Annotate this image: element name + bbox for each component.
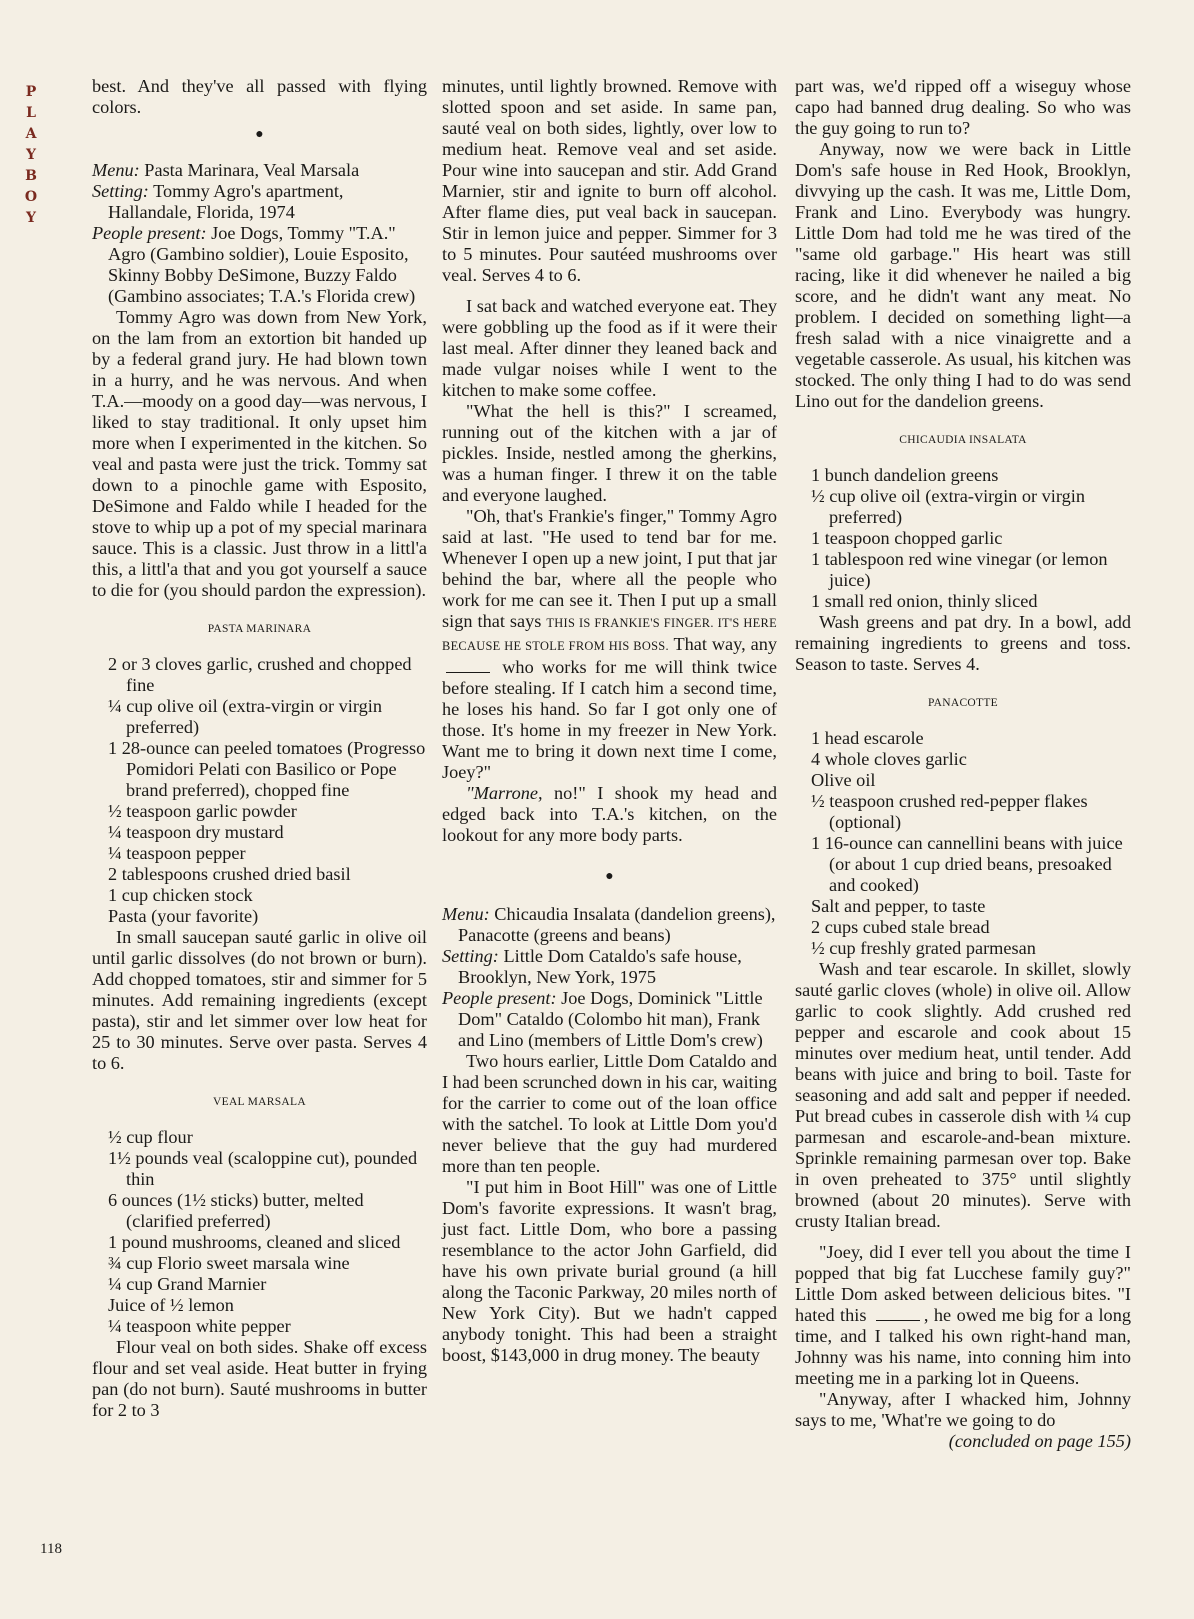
section-meta: [92, 160, 427, 307]
menu-label: Menu:: [442, 904, 490, 924]
setting-text: Tommy Agro's apartment, Hallandale, Florida, 1974: [108, 181, 344, 222]
paragraph-text: , he owed me big for a long time, and I talked his own right-hand man, Johnny was his name, into conning him into meeting me in a parking lot in Queens.: [795, 1305, 1131, 1388]
magazine-letter: P: [25, 84, 37, 100]
people-line: [92, 223, 427, 307]
ingredient: Pasta (your favorite): [108, 906, 259, 926]
ingredient: ½ teaspoon crushed red-pepper flakes (optional): [811, 791, 1088, 832]
italic-word: "Marrone,: [466, 783, 543, 803]
ingredient: 2 tablespoons crushed dried basil: [108, 864, 351, 884]
people-label: People present:: [442, 988, 557, 1008]
paragraph-text: no!" I shook my head and edged back into T.A.'s kitchen, on the lookout for any more body parts.: [442, 783, 777, 845]
magazine-letter: B: [25, 168, 37, 184]
paragraph-text: who works for me will think twice before stealing. If I catch him a second time, he loses his hand. So far I got only one of those. It's home in my freezer in New York. Want me to bring it down next time I come, Joey?": [442, 657, 777, 782]
paragraph: [442, 506, 777, 783]
censored-blank: [446, 666, 490, 673]
people-label: People present:: [92, 223, 207, 243]
paragraph-text: "Oh, that's Frankie's finger," Tommy Agro said at last. "He used to tend bar for me. Whenever I open up a new joint, I put that jar behind the bar, where all the people who work for me can see it. Then I put up a small sign that says: [442, 506, 777, 631]
paragraph: [795, 1242, 1131, 1389]
ingredient: Salt and pepper, to taste: [811, 896, 986, 916]
ingredient: 1 teaspoon chopped garlic: [811, 528, 1003, 548]
magazine-letter: A: [25, 126, 37, 142]
setting-label: Setting:: [92, 181, 149, 201]
recipe-method: Wash greens and pat dry. In a bowl, add remaining ingredients to greens and toss. Season to taste. Serves 4.: [795, 612, 1131, 674]
ingredient: 6 ounces (1½ sticks) butter, melted (clarified preferred): [108, 1190, 364, 1231]
menu-label: Menu:: [92, 160, 140, 180]
paragraph-text: That way, any: [668, 634, 777, 654]
ingredient: ¼ cup olive oil (extra-virgin or virgin preferred): [108, 696, 382, 737]
paragraph: Tommy Agro was down from New York, on the lam from an extortion bit handed up by a federal grand jury. He had blown town in a hurry, and he was nervous. And when T.A.—moody on a good day—was nervous, I liked to stay traditional. It only upset him more when I experimented in the kitchen. So veal and pasta were just the trick. Tommy sat down to a pinochle game with Esposito, DeSimone and Faldo while I headed for the stove to whip up a pot of my special marinara sauce. This is a classic. Just throw in a littl'a this, a littl'a that and you got yourself a sauce to die for (you should pardon the expression).: [92, 307, 427, 600]
ingredient: 1 pound mushrooms, cleaned and sliced: [108, 1232, 401, 1252]
recipe-method: In small saucepan sauté garlic in olive oil until garlic dissolves (do not brown or burn). Add chopped tomatoes, stir and simmer for 5 minutes. Add remaining ingredients (except pasta), stir and let simmer over low heat for 25 to 30 minutes. Serve over pasta. Serves 4 to 6.: [92, 927, 427, 1073]
ingredient: ¾ cup Florio sweet marsala wine: [108, 1253, 350, 1273]
recipe-title: PANACOTTE: [927, 697, 998, 709]
recipe-title: VEAL MARSALA: [213, 1096, 306, 1108]
menu-text: Chicaudia Insalata (dandelion greens), Panacotte (greens and beans): [458, 904, 776, 945]
ingredient: Olive oil: [811, 770, 876, 790]
ingredient-list: [108, 654, 427, 927]
continuation-note: (concluded on page 155): [948, 1431, 1131, 1451]
ingredient: 2 or 3 cloves garlic, crushed and chopped fine: [108, 654, 412, 695]
ingredient: 4 whole cloves garlic: [811, 749, 967, 769]
magazine-letter: Y: [26, 147, 36, 163]
ingredient: ¼ teaspoon white pepper: [108, 1316, 291, 1336]
ingredient: ¼ cup Grand Marnier: [108, 1274, 267, 1294]
setting-label: Setting:: [442, 946, 499, 966]
section-bullet: ●: [605, 869, 614, 884]
setting-line: [442, 946, 777, 988]
recipe-method: Wash and tear escarole. In skillet, slowly sauté garlic cloves (whole) in olive oil. Allow garlic to cook slightly. Add crushed red pepper and escarole and cook about 15 minutes over medium heat, until tender. Add beans with juice and bring to boil. Taste for seasoning and add salt and pepper if needed. Put bread cubes in casserole dish with ¼ cup parmesan and escarole-and-bean mixture. Sprinkle remaining parmesan over top. Bake in oven preheated to 375° until slightly browned (about 20 minutes). Serve with crusty Italian bread.: [795, 959, 1131, 1231]
menu-line: [92, 160, 427, 181]
ingredient-list: [811, 728, 1131, 959]
recipe-title: CHICAUDIA INSALATA: [899, 434, 1027, 446]
recipe-method: minutes, until lightly browned. Remove with slotted spoon and set aside. In same pan, sauté veal on both sides, lightly, over low to medium heat. Remove veal and set aside. Pour wine into saucepan and stir. Add Grand Marnier, stir and ignite to burn off alcohol. After flame dies, put veal back in saucepan. Stir in lemon juice and pepper. Simmer for 3 to 5 minutes. Pour sautéed mushrooms over veal. Serves 4 to 6.: [442, 76, 777, 285]
setting-text: Little Dom Cataldo's safe house, Brooklyn, New York, 1975: [458, 946, 742, 987]
ingredient: Juice of ½ lemon: [108, 1295, 234, 1315]
page-number: 118: [40, 1541, 62, 1557]
people-text: Joe Dogs, Dominick "Little Dom" Cataldo (Colombo hit man), Frank and Lino (members of Little Dom's crew): [458, 988, 763, 1050]
paragraph: "What the hell is this?" I screamed, running out of the kitchen with a jar of pickles. Inside, nestled among the gherkins, was a human finger. I threw it on the table and everyone laughed.: [442, 401, 777, 505]
recipe-method: Flour veal on both sides. Shake off excess flour and set veal aside. Heat butter in frying pan (do not burn). Sauté mushrooms in butter for 2 to 3: [92, 1337, 427, 1420]
paragraph: part was, we'd ripped off a wiseguy whose capo had banned drug dealing. So who was the guy going to run to?: [795, 76, 1131, 138]
paragraph-text: "Joey, did I ever tell you about the time I popped that big fat Lucchese family guy?" Little Dom asked between delicious bites. "I hated this: [795, 1242, 1131, 1325]
ingredient-list: [811, 465, 1131, 612]
magazine-side-title: [14, 82, 48, 229]
paragraph: [442, 783, 777, 846]
ingredient: ¼ teaspoon dry mustard: [108, 822, 284, 842]
sign-text: THIS IS FRANKIE'S FINGER. IT'S HERE BECAUSE HE STOLE FROM HIS BOSS.: [442, 616, 777, 653]
ingredient: 1 16-ounce can cannellini beans with juice (or about 1 cup dried beans, presoaked and cooked): [811, 833, 1123, 895]
people-line: [442, 988, 777, 1051]
menu-line: [442, 904, 777, 946]
ingredient: 1 bunch dandelion greens: [811, 465, 999, 485]
ingredient: ½ cup flour: [108, 1127, 193, 1147]
column-3: [795, 76, 1131, 1452]
magazine-letter: O: [24, 189, 38, 205]
ingredient: ½ cup freshly grated parmesan: [811, 938, 1036, 958]
section-bullet: ●: [255, 127, 264, 142]
ingredient: 1 tablespoon red wine vinegar (or lemon juice): [811, 549, 1108, 590]
recipe-title: PASTA MARINARA: [207, 623, 312, 635]
paragraph: best. And they've all passed with flying colors.: [92, 76, 427, 117]
ingredient: 1 head escarole: [811, 728, 924, 748]
column-2: [442, 76, 777, 1366]
menu-text: Pasta Marinara, Veal Marsala: [139, 160, 360, 180]
column-1: [92, 76, 427, 1421]
paragraph: I sat back and watched everyone eat. They were gobbling up the food as if it were their last meal. After dinner they leaned back and made vulgar noises while I went to the kitchen to make some coffee.: [442, 296, 777, 400]
ingredient: 1 28-ounce can peeled tomatoes (Progresso Pomidori Pelati con Basilico or Pope brand preferred), chopped fine: [108, 738, 426, 800]
paragraph: Anyway, now we were back in Little Dom's safe house in Red Hook, Brooklyn, divvying up the cash. It was me, Little Dom, Frank and Lino. Everybody was hungry. Little Dom had told me he was tired of the "same old garbage." His heart was still racing, like it did whenever he nailed a big score, and he didn't want any meat. No problem. I decided on something light—a fresh salad with a nice vinaigrette and a vegetable casserole. As usual, his kitchen was stocked. The only thing I had to do was send Lino out for the dandelion greens.: [795, 139, 1131, 411]
ingredient: ¼ teaspoon pepper: [108, 843, 246, 863]
people-text: Joe Dogs, Tommy "T.A." Agro (Gambino soldier), Louie Esposito, Skinny Bobby DeSimone, Buzzy Faldo (Gambino associates; T.A.'s Florida crew): [108, 223, 416, 306]
censored-blank: [876, 1314, 920, 1321]
section-meta: [442, 904, 777, 1051]
ingredient: ½ cup olive oil (extra-virgin or virgin preferred): [811, 486, 1085, 527]
magazine-letter: L: [26, 105, 36, 121]
ingredient-list: [108, 1127, 427, 1337]
ingredient: 1½ pounds veal (scaloppine cut), pounded thin: [108, 1148, 418, 1189]
paragraph: "Anyway, after I whacked him, Johnny says to me, 'What're we going to do: [795, 1389, 1131, 1430]
magazine-letter: Y: [26, 210, 36, 226]
paragraph: Two hours earlier, Little Dom Cataldo and I had been scrunched down in his car, waiting for the carrier to come out of the loan office with the satchel. To look at Little Dom you'd never believe that the guy had murdered more than ten people.: [442, 1051, 777, 1176]
ingredient: 1 small red onion, thinly sliced: [811, 591, 1038, 611]
ingredient: 1 cup chicken stock: [108, 885, 253, 905]
ingredient: ½ teaspoon garlic powder: [108, 801, 297, 821]
ingredient: 2 cups cubed stale bread: [811, 917, 990, 937]
paragraph: "I put him in Boot Hill" was one of Little Dom's favorite expressions. It wasn't brag, just fact. Little Dom, who bore a passing resemblance to the actor John Garfield, did have his own private burial ground (a hill along the Taconic Parkway, 20 miles north of New York City). But we hadn't capped anybody tonight. This had been a straight boost, $143,000 in drug money. The beauty: [442, 1177, 777, 1365]
setting-line: [92, 181, 427, 223]
